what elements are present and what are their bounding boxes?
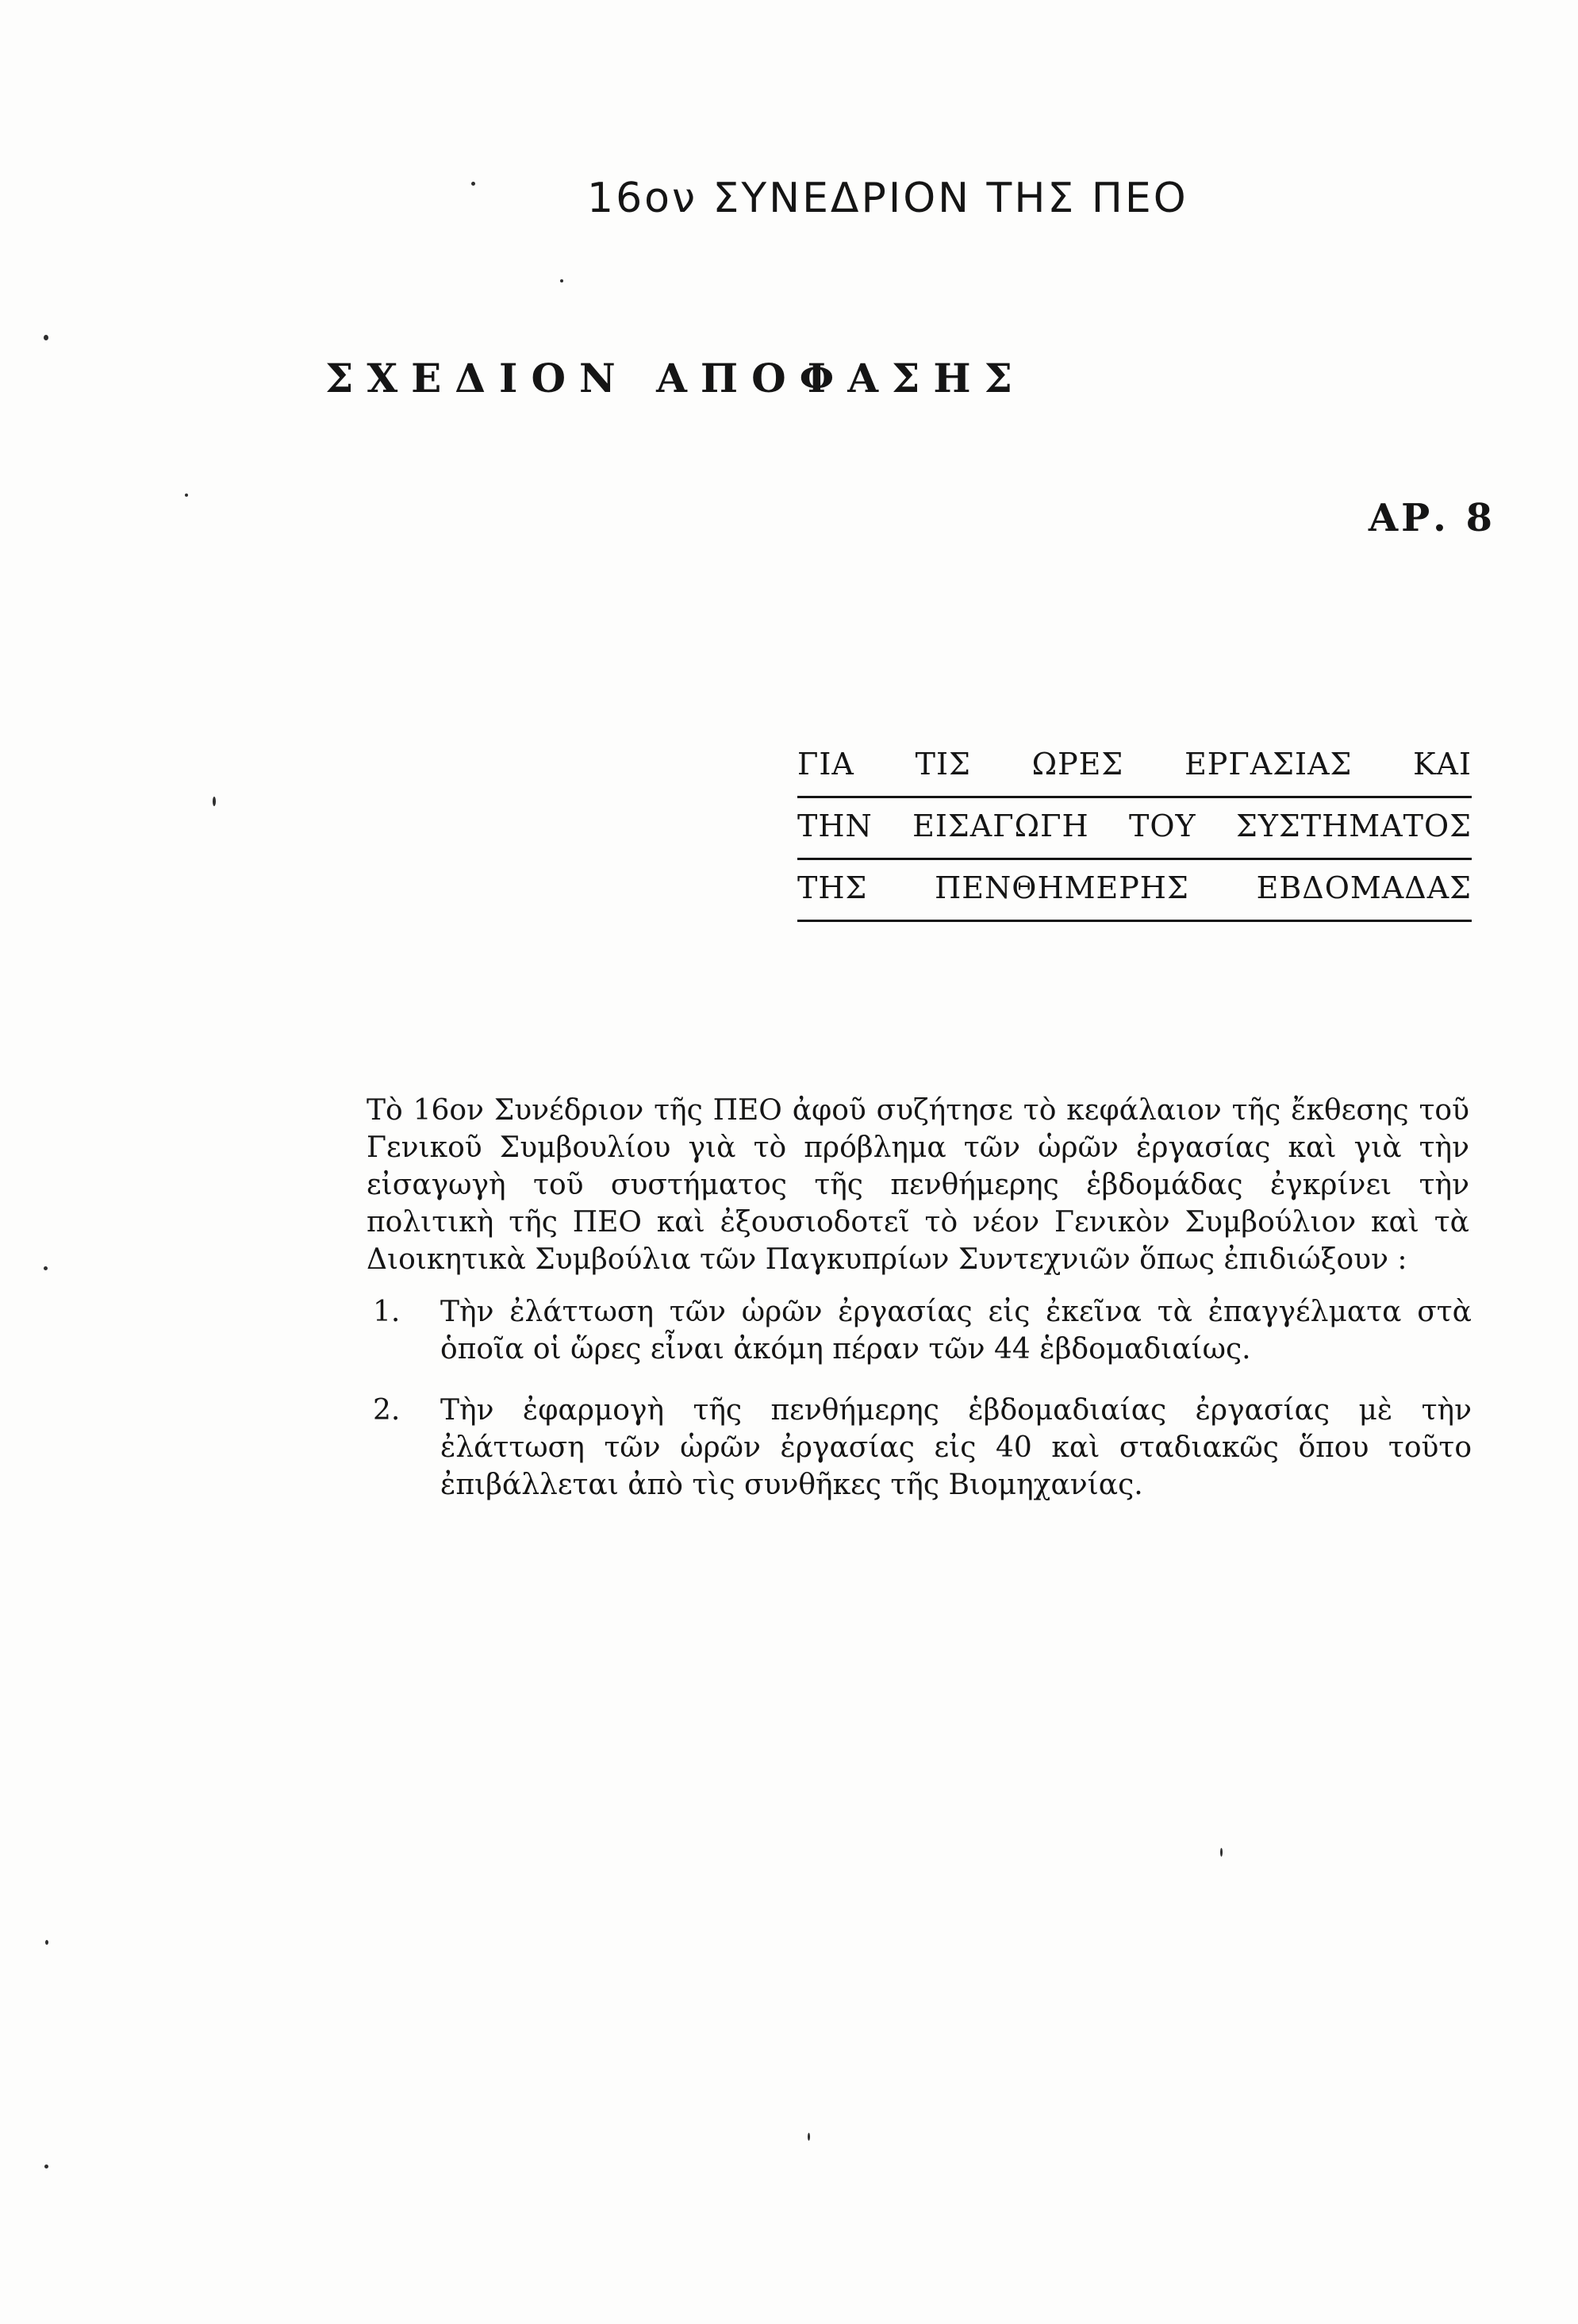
scan-speck [44,335,48,340]
subject-line-system-introduction: ΤΗΝ ΕΙΣΑΓΩΓΗ ΤΟΥ ΣΥΣΤΗΜΑΤΟΣ [797,798,1472,860]
scan-speck [213,797,216,806]
scan-speck [44,1266,48,1270]
decision-number: ΑΡ. 8 [1368,496,1495,540]
list-item-text: Τὴν ἐφαρμογὴ τῆς πενθήμερης ἑβδομαδιαίας ἐργασίας μὲ τὴν ἐλάττωση τῶν ὡρῶν ἐργασίας εἰς 40 καὶ σταδιακῶς ὅπου τοῦτο ἐπιβάλλεται ἀπὸ τὶς συνθῆκες τῆς Βιομηχανίας. [440,1394,1472,1501]
scan-speck [185,494,188,497]
decision-introduction-paragraph: Τὸ 16ον Συνέδριον τῆς ΠΕΟ ἀφοῦ συζήτησε τὸ κεφάλαιον τῆς ἔκθεσης τοῦ Γενικοῦ Συμβουλίου γιὰ τὸ πρόβλημα τῶν ὡρῶν ἐργασίας καὶ γιὰ τὴν εἰσαγωγὴ τοῦ συστήματος τῆς πενθήμερης ἑβδομάδας ἐγκρίνει τὴν πολιτικὴ τῆς ΠΕΟ καὶ ἐξουσιοδοτεῖ τὸ νέον Γενικὸν Συμβούλιον καὶ τὰ Διοικητικὰ Συμβούλια τῶν Παγκυπρίων Συντεχνιῶν ὅπως ἐπιδιώξουν : [367,1094,1469,1276]
scan-speck [44,2165,48,2168]
subject-line-five-day-week: ΤΗΣ ΠΕΝΘΗΜΕΡΗΣ ΕΒΔΟΜΑΔΑΣ [797,860,1472,922]
draft-decision-heading: ΣΧΕΔΙΟΝ ΑΠΟΦΑΣΗΣ [325,354,1026,401]
list-item [373,1293,1472,1368]
scan-speck [471,182,475,186]
subject-line-working-hours: ΓΙΑ ΤΙΣ ΩΡΕΣ ΕΡΓΑΣΙΑΣ ΚΑΙ [797,736,1472,798]
list-item-text: Τὴν ἐλάττωση τῶν ὡρῶν ἐργασίας εἰς ἐκεῖνα τὰ ἐπαγγέλματα στὰ ὁποῖα οἱ ὥρες εἶναι ἀκόμη πέραν τῶν 44 ἑβδομαδιαίως. [440,1296,1472,1366]
congress-heading: 16ον ΣΥΝΕΔΡΙΟΝ ΤΗΣ ΠΕΟ [587,174,1188,222]
list-item-number: 1. [373,1296,401,1328]
scan-speck [1220,1848,1223,1857]
scan-speck [45,1940,48,1945]
scan-speck [808,2133,810,2141]
list-item-number: 2. [373,1394,401,1427]
decision-list [373,1293,1472,1527]
scan-speck [560,279,563,282]
list-item [373,1392,1472,1504]
decision-subject [797,736,1472,922]
